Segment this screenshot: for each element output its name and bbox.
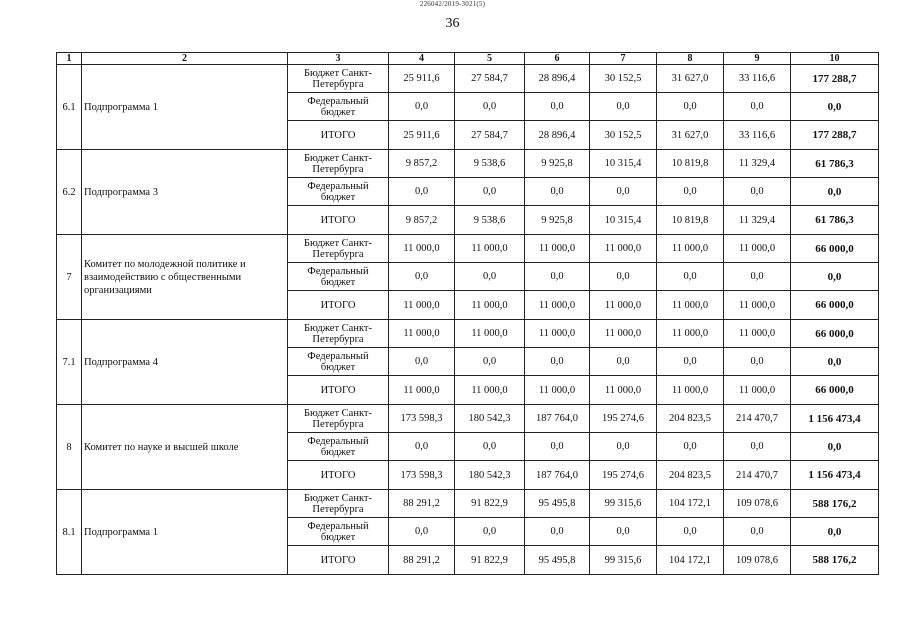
funding-source: ИТОГО — [288, 291, 389, 320]
year-value: 91 822,9 — [455, 546, 525, 575]
year-value: 30 152,5 — [590, 121, 657, 150]
year-value: 204 823,5 — [657, 405, 724, 433]
column-header: 2 — [82, 53, 288, 65]
year-value: 11 000,0 — [724, 291, 791, 320]
year-value: 91 822,9 — [455, 490, 525, 518]
table-row — [57, 405, 879, 433]
year-value: 27 584,7 — [455, 121, 525, 150]
page-number: 36 — [445, 16, 460, 31]
year-value: 0,0 — [389, 93, 455, 121]
year-value: 25 911,6 — [389, 121, 455, 150]
column-header: 3 — [288, 53, 389, 65]
year-value: 0,0 — [657, 348, 724, 376]
funding-source: ИТОГО — [288, 546, 389, 575]
year-value: 0,0 — [389, 263, 455, 291]
total-value: 0,0 — [791, 518, 879, 546]
table-row — [57, 235, 879, 263]
year-value: 180 542,3 — [455, 405, 525, 433]
year-value: 10 819,8 — [657, 206, 724, 235]
funding-source: Бюджет Санкт-Петербурга — [288, 320, 389, 348]
year-value: 204 823,5 — [657, 461, 724, 490]
column-header: 9 — [724, 53, 791, 65]
year-value: 11 000,0 — [724, 376, 791, 405]
year-value: 9 925,8 — [525, 150, 590, 178]
table-row — [57, 320, 879, 348]
column-header: 7 — [590, 53, 657, 65]
total-value: 588 176,2 — [791, 490, 879, 518]
year-value: 0,0 — [455, 433, 525, 461]
funding-source: Федеральный бюджет — [288, 178, 389, 206]
funding-source: ИТОГО — [288, 206, 389, 235]
year-value: 173 598,3 — [389, 405, 455, 433]
total-value: 0,0 — [791, 93, 879, 121]
year-value: 88 291,2 — [389, 490, 455, 518]
year-value: 0,0 — [455, 93, 525, 121]
document-code: 226042/2019-3021(5) — [419, 0, 486, 8]
year-value: 180 542,3 — [455, 461, 525, 490]
table-row — [57, 490, 879, 518]
funding-source: Федеральный бюджет — [288, 518, 389, 546]
year-value: 33 116,6 — [724, 121, 791, 150]
column-header: 5 — [455, 53, 525, 65]
year-value: 9 857,2 — [389, 206, 455, 235]
column-header: 6 — [525, 53, 590, 65]
year-value: 11 000,0 — [590, 320, 657, 348]
funding-source: Федеральный бюджет — [288, 263, 389, 291]
year-value: 95 495,8 — [525, 546, 590, 575]
year-value: 11 000,0 — [389, 376, 455, 405]
year-value: 11 000,0 — [525, 320, 590, 348]
year-value: 11 000,0 — [389, 320, 455, 348]
column-header: 1 — [57, 53, 82, 65]
total-value: 0,0 — [791, 178, 879, 206]
total-value: 61 786,3 — [791, 150, 879, 178]
year-value: 11 000,0 — [590, 235, 657, 263]
year-value: 11 000,0 — [657, 376, 724, 405]
budget-table — [56, 52, 879, 575]
year-value: 11 000,0 — [724, 235, 791, 263]
year-value: 0,0 — [724, 348, 791, 376]
year-value: 11 000,0 — [590, 291, 657, 320]
year-value: 31 627,0 — [657, 65, 724, 93]
funding-source: Бюджет Санкт-Петербурга — [288, 65, 389, 93]
total-value: 1 156 473,4 — [791, 461, 879, 490]
year-value: 11 000,0 — [455, 235, 525, 263]
total-value: 66 000,0 — [791, 235, 879, 263]
funding-source: ИТОГО — [288, 461, 389, 490]
year-value: 0,0 — [590, 178, 657, 206]
year-value: 0,0 — [590, 518, 657, 546]
year-value: 11 000,0 — [724, 320, 791, 348]
funding-source: Федеральный бюджет — [288, 433, 389, 461]
year-value: 10 315,4 — [590, 150, 657, 178]
year-value: 10 315,4 — [590, 206, 657, 235]
year-value: 28 896,4 — [525, 65, 590, 93]
column-header: 8 — [657, 53, 724, 65]
year-value: 11 000,0 — [389, 291, 455, 320]
year-value: 9 925,8 — [525, 206, 590, 235]
year-value: 109 078,6 — [724, 490, 791, 518]
year-value: 11 000,0 — [657, 320, 724, 348]
total-value: 66 000,0 — [791, 320, 879, 348]
funding-source: Бюджет Санкт-Петербурга — [288, 235, 389, 263]
row-number: 6.1 — [57, 65, 82, 150]
year-value: 99 315,6 — [590, 490, 657, 518]
year-value: 11 329,4 — [724, 206, 791, 235]
year-value: 0,0 — [525, 433, 590, 461]
year-value: 11 000,0 — [455, 291, 525, 320]
year-value: 109 078,6 — [724, 546, 791, 575]
year-value: 104 172,1 — [657, 546, 724, 575]
funding-source: Федеральный бюджет — [288, 93, 389, 121]
total-value: 588 176,2 — [791, 546, 879, 575]
column-header: 4 — [389, 53, 455, 65]
year-value: 0,0 — [724, 263, 791, 291]
year-value: 0,0 — [724, 178, 791, 206]
column-header: 10 — [791, 53, 879, 65]
table-row — [57, 65, 879, 93]
year-value: 0,0 — [389, 518, 455, 546]
funding-source: ИТОГО — [288, 376, 389, 405]
year-value: 104 172,1 — [657, 490, 724, 518]
year-value: 0,0 — [455, 518, 525, 546]
program-name: Подпрограмма 4 — [82, 320, 288, 405]
year-value: 30 152,5 — [590, 65, 657, 93]
year-value: 187 764,0 — [525, 461, 590, 490]
year-value: 0,0 — [525, 178, 590, 206]
year-value: 9 538,6 — [455, 150, 525, 178]
program-name: Подпрограмма 3 — [82, 150, 288, 235]
row-number: 7 — [57, 235, 82, 320]
year-value: 11 000,0 — [389, 235, 455, 263]
year-value: 31 627,0 — [657, 121, 724, 150]
year-value: 0,0 — [657, 433, 724, 461]
year-value: 214 470,7 — [724, 461, 791, 490]
year-value: 0,0 — [525, 263, 590, 291]
year-value: 195 274,6 — [590, 405, 657, 433]
funding-source: ИТОГО — [288, 121, 389, 150]
program-name: Комитет по молодежной политике и взаимодействию с общественными организациями — [82, 235, 288, 320]
year-value: 0,0 — [657, 93, 724, 121]
total-value: 66 000,0 — [791, 291, 879, 320]
year-value: 0,0 — [389, 433, 455, 461]
year-value: 0,0 — [590, 93, 657, 121]
year-value: 0,0 — [525, 93, 590, 121]
year-value: 11 000,0 — [525, 291, 590, 320]
year-value: 0,0 — [724, 433, 791, 461]
year-value: 88 291,2 — [389, 546, 455, 575]
table-row — [57, 150, 879, 178]
year-value: 28 896,4 — [525, 121, 590, 150]
year-value: 195 274,6 — [590, 461, 657, 490]
total-value: 66 000,0 — [791, 376, 879, 405]
funding-source: Бюджет Санкт-Петербурга — [288, 405, 389, 433]
year-value: 0,0 — [724, 93, 791, 121]
year-value: 0,0 — [657, 518, 724, 546]
program-name: Подпрограмма 1 — [82, 65, 288, 150]
total-value: 0,0 — [791, 263, 879, 291]
table-body — [57, 65, 879, 575]
row-number: 7.1 — [57, 320, 82, 405]
year-value: 0,0 — [389, 178, 455, 206]
year-value: 0,0 — [657, 178, 724, 206]
year-value: 11 000,0 — [525, 235, 590, 263]
header-row — [57, 53, 879, 65]
year-value: 0,0 — [590, 348, 657, 376]
year-value: 11 000,0 — [590, 376, 657, 405]
year-value: 11 000,0 — [657, 235, 724, 263]
year-value: 9 538,6 — [455, 206, 525, 235]
year-value: 95 495,8 — [525, 490, 590, 518]
year-value: 0,0 — [724, 518, 791, 546]
total-value: 1 156 473,4 — [791, 405, 879, 433]
year-value: 0,0 — [590, 433, 657, 461]
total-value: 61 786,3 — [791, 206, 879, 235]
year-value: 0,0 — [455, 263, 525, 291]
row-number: 8.1 — [57, 490, 82, 575]
year-value: 10 819,8 — [657, 150, 724, 178]
program-name: Подпрограмма 1 — [82, 490, 288, 575]
row-number: 6.2 — [57, 150, 82, 235]
total-value: 0,0 — [791, 433, 879, 461]
row-number: 8 — [57, 405, 82, 490]
year-value: 11 329,4 — [724, 150, 791, 178]
funding-source: Федеральный бюджет — [288, 348, 389, 376]
year-value: 0,0 — [455, 348, 525, 376]
year-value: 187 764,0 — [525, 405, 590, 433]
year-value: 0,0 — [590, 263, 657, 291]
total-value: 177 288,7 — [791, 65, 879, 93]
year-value: 25 911,6 — [389, 65, 455, 93]
funding-source: Бюджет Санкт-Петербурга — [288, 490, 389, 518]
year-value: 11 000,0 — [455, 320, 525, 348]
year-value: 0,0 — [657, 263, 724, 291]
year-value: 11 000,0 — [657, 291, 724, 320]
year-value: 9 857,2 — [389, 150, 455, 178]
year-value: 0,0 — [389, 348, 455, 376]
year-value: 99 315,6 — [590, 546, 657, 575]
funding-source: Бюджет Санкт-Петербурга — [288, 150, 389, 178]
year-value: 33 116,6 — [724, 65, 791, 93]
year-value: 11 000,0 — [455, 376, 525, 405]
year-value: 0,0 — [525, 518, 590, 546]
year-value: 0,0 — [525, 348, 590, 376]
total-value: 0,0 — [791, 348, 879, 376]
program-name: Комитет по науке и высшей школе — [82, 405, 288, 490]
year-value: 173 598,3 — [389, 461, 455, 490]
total-value: 177 288,7 — [791, 121, 879, 150]
year-value: 0,0 — [455, 178, 525, 206]
year-value: 27 584,7 — [455, 65, 525, 93]
year-value: 214 470,7 — [724, 405, 791, 433]
year-value: 11 000,0 — [525, 376, 590, 405]
